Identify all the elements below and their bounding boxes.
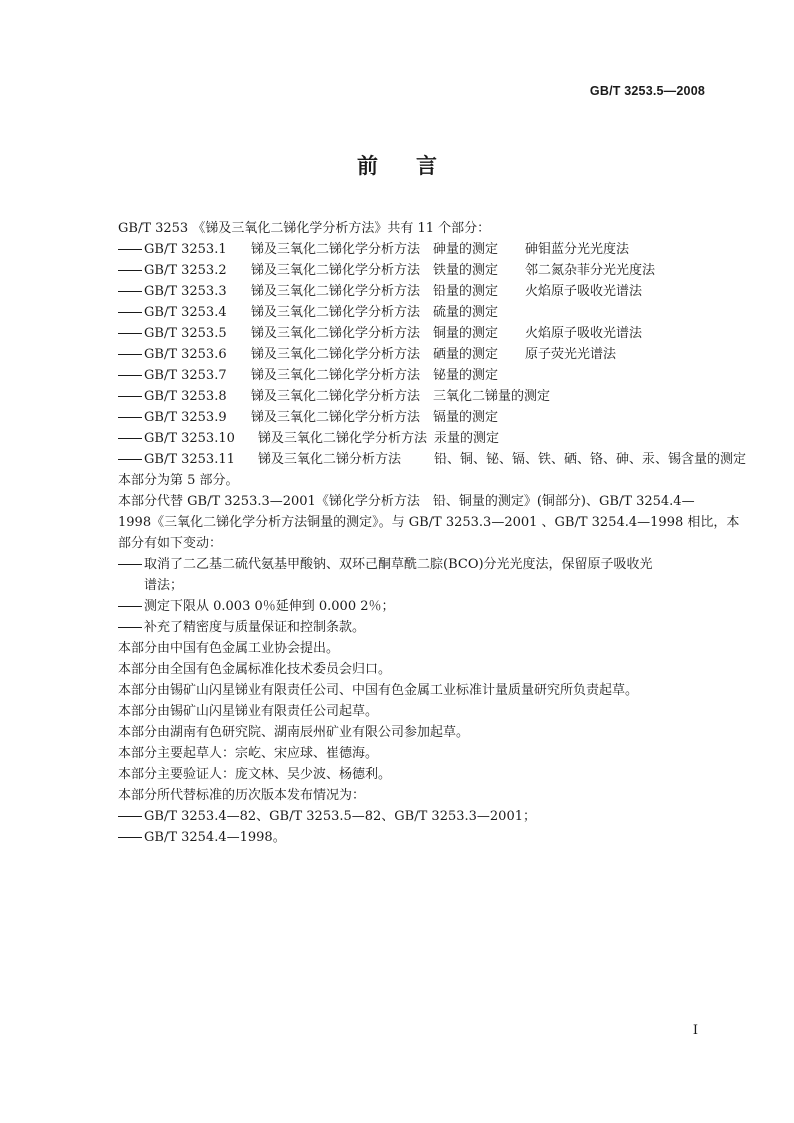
part-measured-item: 硫量的测定	[433, 305, 499, 320]
part-code: GB/T 3253.7	[144, 368, 227, 383]
part-item	[118, 239, 708, 260]
part-item	[118, 323, 708, 344]
em-dash	[118, 323, 144, 344]
part-code: GB/T 3253.8	[144, 389, 227, 404]
page-title: 前言	[357, 153, 475, 178]
part-title: 锑及三氧化二锑化学分析方法	[258, 431, 428, 446]
part-item	[118, 302, 708, 323]
part-title: 锑及三氧化二锑化学分析方法	[251, 242, 421, 257]
replace-line-3: 部分有如下变动：	[118, 536, 223, 551]
changes-list	[118, 554, 708, 638]
part-item	[118, 449, 747, 470]
part-title: 锑及三氧化二锑化学分析方法	[251, 389, 421, 404]
em-dash	[118, 281, 144, 302]
part-item	[118, 428, 708, 449]
part-number-line: 本部分为第 5 部分。	[118, 473, 239, 488]
part-item	[118, 344, 708, 365]
em-dash	[118, 596, 144, 617]
part-method: 砷钼蓝分光光度法	[525, 242, 630, 257]
info-line: 本部分由全国有色金属标准化技术委员会归口。	[118, 662, 392, 677]
part-measured-item: 铅量的测定	[433, 284, 499, 299]
em-dash	[118, 449, 144, 470]
document-body	[118, 218, 747, 848]
em-dash	[118, 386, 144, 407]
part-code: GB/T 3253.3	[144, 284, 227, 299]
part-title: 锑及三氧化二锑化学分析方法	[251, 263, 421, 278]
change-item	[118, 596, 708, 617]
part-item	[118, 260, 708, 281]
em-dash	[118, 302, 144, 323]
part-item	[118, 386, 708, 407]
part-measured-item: 镉量的测定	[433, 410, 499, 425]
part-title: 锑及三氧化二锑分析方法	[258, 452, 402, 467]
info-line: 本部分主要验证人：庞文林、吴少波、杨德利。	[118, 767, 392, 782]
em-dash	[118, 806, 144, 827]
part-measured-item: 硒量的测定	[433, 347, 499, 362]
part-title: 锑及三氧化二锑化学分析方法	[251, 368, 421, 383]
part-method: 火焰原子吸收光谱法	[525, 284, 643, 299]
em-dash	[118, 407, 144, 428]
part-method: 原子荧光光谱法	[525, 347, 617, 362]
replace-line-1: 本部分代替 GB/T 3253.3—2001《锑化学分析方法 铅、铜量的测定》(铜部分)、GB/T 3254.4—	[118, 494, 695, 509]
info-line: 本部分由锡矿山闪星锑业有限责任公司起草。	[118, 704, 379, 719]
part-code: GB/T 3253.5	[144, 326, 227, 341]
page-number: I	[692, 1023, 698, 1038]
part-item	[118, 407, 708, 428]
part-method: 火焰原子吸收光谱法	[525, 326, 643, 341]
part-title: 锑及三氧化二锑化学分析方法	[251, 347, 421, 362]
part-method: 邻二氮杂菲分光光度法	[525, 263, 656, 278]
part-code: GB/T 3253.4	[144, 305, 227, 320]
change-text: 取消了二乙基二硫代氨基甲酸钠、双环己酮草酰二腙(BCO)分光光度法，保留原子吸收光	[144, 557, 653, 572]
em-dash	[118, 827, 144, 848]
standard-code: GB/T 3253.5—2008	[589, 84, 705, 98]
part-code: GB/T 3253.9	[144, 410, 227, 425]
part-measured-item: 汞量的测定	[434, 431, 500, 446]
history-list	[118, 806, 708, 848]
info-line: 本部分由中国有色金属工业协会提出。	[118, 641, 340, 656]
change-item	[118, 617, 708, 638]
part-item	[118, 281, 708, 302]
history-text: GB/T 3253.4—82、GB/T 3253.5—82、GB/T 3253.3—2001；	[144, 809, 536, 824]
change-text: 补充了精密度与质量保证和控制条款。	[144, 620, 366, 635]
em-dash	[118, 239, 144, 260]
part-measured-item: 铜量的测定	[433, 326, 499, 341]
change-text-continued: 谱法；	[144, 578, 184, 593]
part-measured-item: 砷量的测定	[433, 242, 499, 257]
part-code: GB/T 3253.10	[144, 431, 235, 446]
part-title: 锑及三氧化二锑化学分析方法	[251, 305, 421, 320]
parts-list	[118, 239, 747, 470]
em-dash	[118, 428, 144, 449]
part-code: GB/T 3253.1	[144, 242, 227, 257]
part-code: GB/T 3253.2	[144, 263, 227, 278]
part-code: GB/T 3253.11	[144, 452, 235, 467]
change-text: 测定下限从 0.003 0％延伸到 0.000 2％；	[144, 599, 395, 614]
em-dash	[118, 344, 144, 365]
part-measured-item: 三氧化二锑量的测定	[433, 389, 551, 404]
intro-line: GB/T 3253 《锑及三氧化二锑化学分析方法》共有 11 个部分：	[118, 221, 491, 236]
change-item	[118, 554, 708, 575]
em-dash	[118, 365, 144, 386]
part-title: 锑及三氧化二锑化学分析方法	[251, 284, 421, 299]
info-line: 本部分由湖南有色研究院、湖南辰州矿业有限公司参加起草。	[118, 725, 470, 740]
info-line: 本部分主要起草人：宗屹、宋应球、崔德海。	[118, 746, 379, 761]
info-list	[118, 638, 708, 806]
info-line: 本部分由锡矿山闪星锑业有限责任公司、中国有色金属工业标准计量质量研究所负责起草。	[118, 683, 639, 698]
em-dash	[118, 617, 144, 638]
info-line: 本部分所代替标准的历次版本发布情况为：	[118, 788, 366, 803]
part-code: GB/T 3253.6	[144, 347, 227, 362]
part-title: 锑及三氧化二锑化学分析方法	[251, 410, 421, 425]
part-title: 锑及三氧化二锑化学分析方法	[251, 326, 421, 341]
part-measured-item: 铅、铜、铋、镉、铁、硒、铬、砷、汞、锡含量的测定	[434, 452, 747, 467]
history-item	[118, 827, 708, 848]
history-text: GB/T 3254.4—1998。	[144, 830, 286, 845]
replace-line-2: 1998《三氧化二锑化学分析方法铜量的测定》。与 GB/T 3253.3—2001 、GB/T 3254.4—1998 相比，本	[118, 515, 740, 530]
em-dash	[118, 260, 144, 281]
part-item	[118, 365, 708, 386]
part-measured-item: 铋量的测定	[433, 368, 499, 383]
history-item	[118, 806, 708, 827]
part-measured-item: 铁量的测定	[433, 263, 499, 278]
em-dash	[118, 554, 144, 575]
